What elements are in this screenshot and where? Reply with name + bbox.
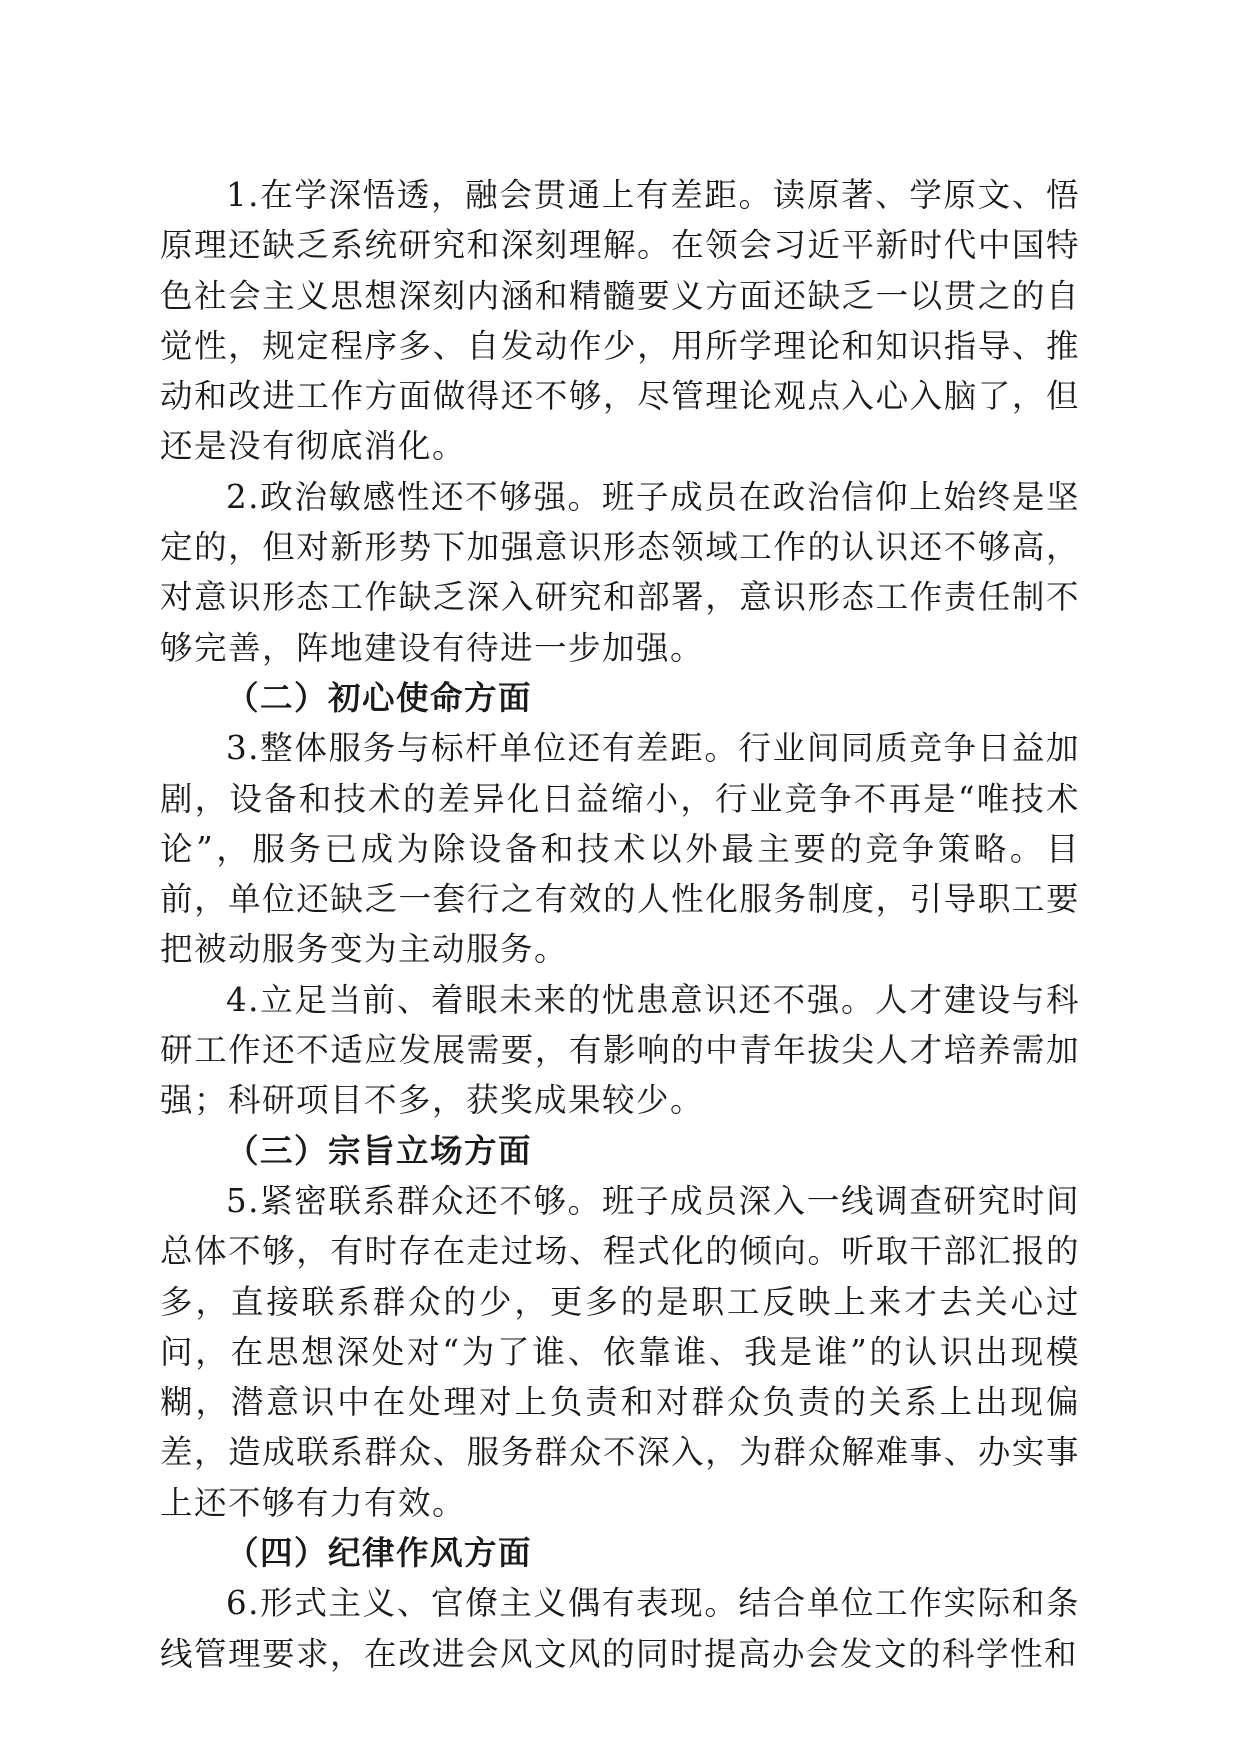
paragraph-1: 1.在学深悟透，融会贯通上有差距。读原著、学原文、悟原理还缺乏系统研究和深刻理解。在领会习近平新时代中国特色社会主义思想深刻内涵和精髓要义方面还缺乏一以贯之的自觉性，规定程序多、自发动作少，用所学理论和知识指导、推动和改进工作方面做得还不够，尽管理论观点入心入脑了，但还是没有彻底消化。 bbox=[160, 176, 1080, 466]
paragraph-4: 4.立足当前、着眼未来的忧患意识还不强。人才建设与科研工作还不适应发展需要，有影响的中青年拔尖人才培养需加强；科研项目不多，获奖成果较少。 bbox=[160, 980, 1080, 1120]
section-heading-4: （四）纪律作风方面 bbox=[226, 1533, 533, 1573]
paragraph-3: 3.整体服务与标杆单位还有差距。行业间同质竞争日益加剧，设备和技术的差异化日益缩小，行业竞争不再是“唯技术论”，服务已成为除设备和技术以外最主要的竞争策略。目前，单位还缺乏一套行之有效的人性化服务制度，引导职工要把被动服务变为主动服务。 bbox=[160, 729, 1080, 969]
document-page bbox=[160, 170, 1080, 1679]
section-heading-3: （三）宗旨立场方面 bbox=[226, 1130, 533, 1170]
paragraph-2: 2.政治敏感性还不够强。班子成员在政治信仰上始终是坚定的，但对新形势下加强意识形态领域工作的认识还不够高，对意识形态工作缺乏深入研究和部署，意识形态工作责任制不够完善，阵地建设有待进一步加强。 bbox=[160, 477, 1080, 667]
section-heading-2: （二）初心使命方面 bbox=[226, 677, 533, 717]
paragraph-6: 6.形式主义、官僚主义偶有表现。结合单位工作实际和条线管理要求，在改进会风文风的同时提高办会发文的科学性和 bbox=[160, 1584, 1080, 1673]
paragraph-5: 5.紧密联系群众还不够。班子成员深入一线调查研究时间总体不够，有时存在走过场、程式化的倾向。听取干部汇报的多，直接联系群众的少，更多的是职工反映上来才去关心过问，在思想深处对“为了谁、依靠谁、我是谁”的认识出现模糊，潜意识中在处理对上负责和对群众负责的关系上出现偏差，造成联系群众、服务群众不深入，为群众解难事、办实事上还不够有力有效。 bbox=[160, 1181, 1080, 1522]
